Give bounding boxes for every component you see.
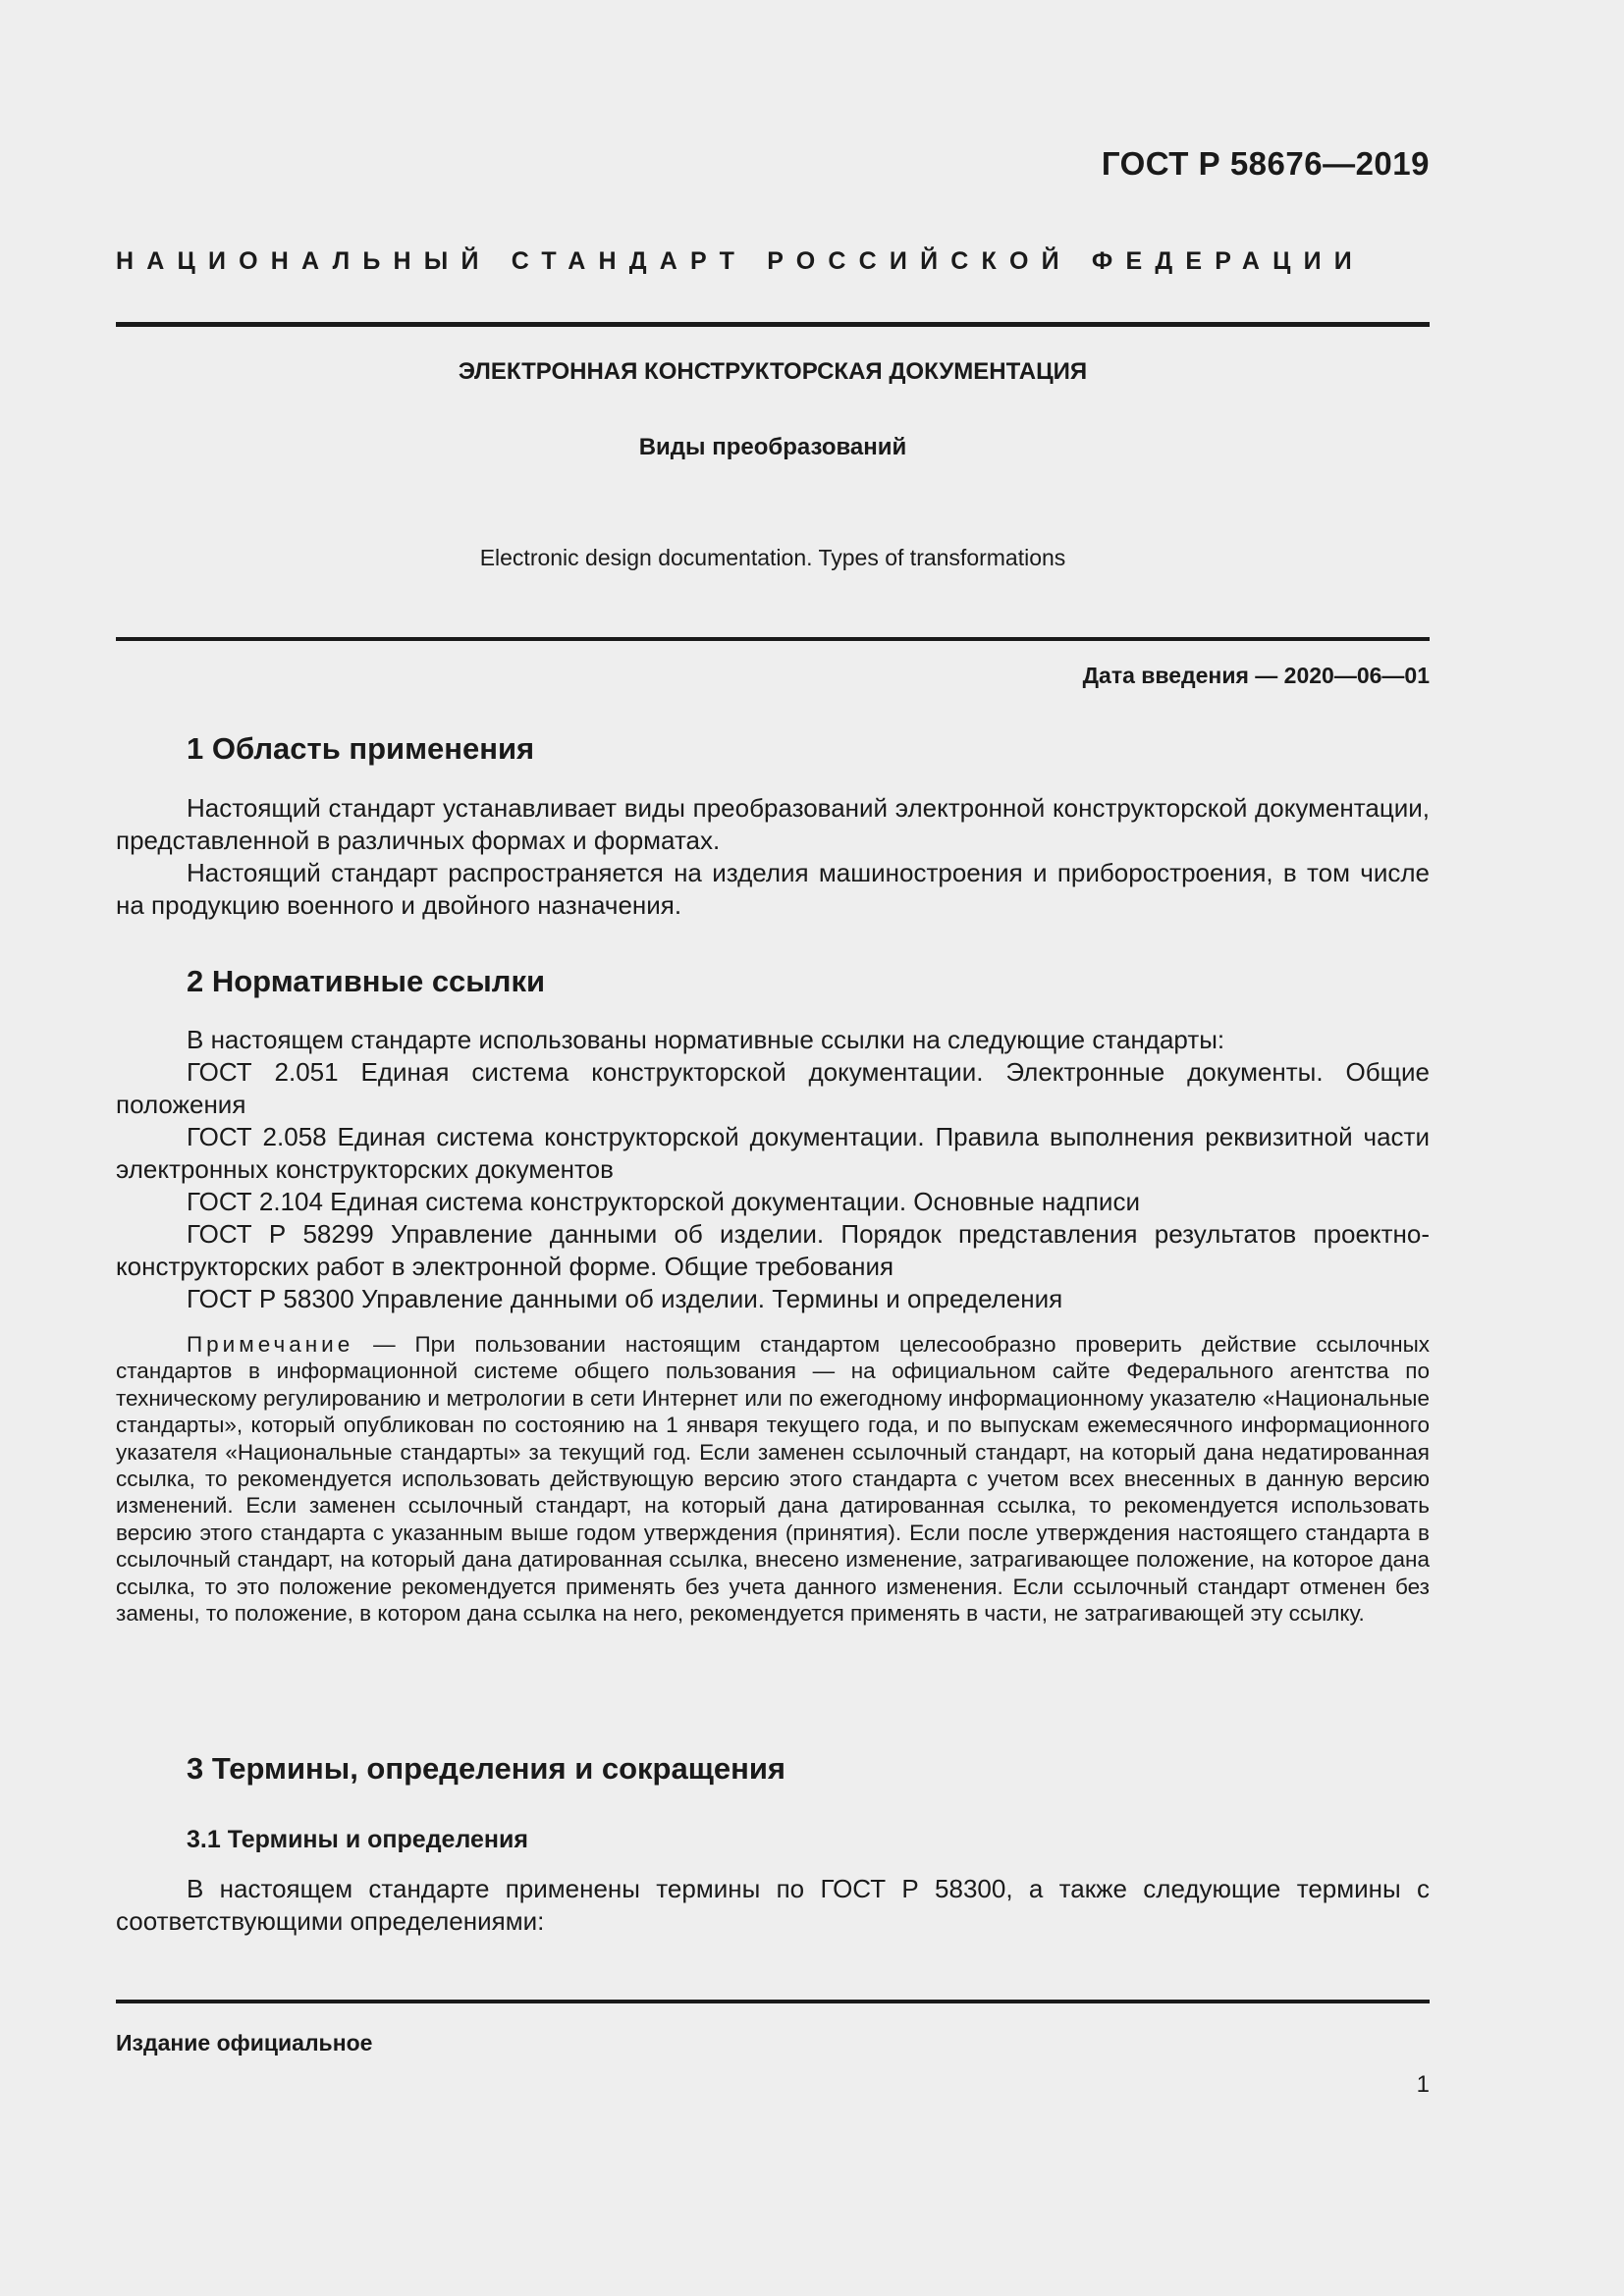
note-text: — При пользовании настоящим стандартом целесообразно проверить действие ссылочных стандартов в информационной системе общего пользования — на официальном сайте Федерального агентства по техническому регулированию и метрологии в сети Интернет или по ежегодному информационному указателю «Национальные стандарты», который опубликован по состоянию на 1 января текущего года, и по выпускам ежемесячного информационного указателя «Национальные стандарты» за текущий год. Если заменен ссылочный стандарт, на который дана недатированная ссылка, то рекомендуется использовать действующую версию этого стандарта с учетом всех внесенных в данную версию изменений. Если заменен ссылочный стандарт, на который дана датированная ссылка, то рекомендуется использовать версию этого стандарта с указанным выше годом утверждения (принятия). Если после утверждения настоящего стандарта в ссылочный стандарт, на который дана датированная ссылка, внесено изменение, затрагивающее положение, на которое дана ссылка, то это положение рекомендуется применять без учета данного изменения. Если ссылочный стандарт отменен без замены, то положение, в котором дана ссылка на него, рекомендуется применять в части, не затрагивающей эту ссылку. [116, 1332, 1430, 1627]
reference-item: ГОСТ Р 58300 Управление данными об изделии. Термины и определения [187, 1284, 1063, 1313]
section-2-intro: В настоящем стандарте использованы нормативные ссылки на следующие стандарты: [187, 1025, 1225, 1054]
reference-item: ГОСТ Р 58299 Управление данными об изделии. Порядок представления результатов проектно-конструкторских работ в электронной форме. Общие требования [116, 1219, 1430, 1281]
document-code: ГОСТ Р 58676—2019 [1101, 145, 1430, 182]
section-1-paragraph-2: Настоящий стандарт распространяется на изделия машиностроения и приборостроения, в том числе на продукцию военного и двойного назначения. [116, 858, 1430, 920]
top-divider [116, 322, 1430, 327]
reference-item: ГОСТ 2.104 Единая система конструкторской документации. Основные надписи [187, 1187, 1140, 1216]
section-1-heading: 1 Область применения [187, 731, 535, 766]
national-standard-banner: НАЦИОНАЛЬНЫЙ СТАНДАРТ РОССИЙСКОЙ ФЕДЕРАЦИИ [116, 247, 1365, 275]
middle-divider [116, 637, 1430, 641]
section-3-1-heading: 3.1 Термины и определения [187, 1826, 528, 1853]
section-3-heading: 3 Термины, определения и сокращения [187, 1751, 785, 1786]
section-2-heading: 2 Нормативные ссылки [187, 964, 546, 998]
official-edition-label: Издание официальное [116, 2030, 373, 2056]
section-1-paragraph-1: Настоящий стандарт устанавливает виды преобразований электронной конструкторской документации, представленной в различных формах и форматах. [116, 793, 1430, 855]
page-number: 1 [1416, 2071, 1430, 2098]
document-title-ru: ЭЛЕКТРОННАЯ КОНСТРУКТОРСКАЯ ДОКУМЕНТАЦИЯ [458, 358, 1088, 385]
section-3-1-paragraph: В настоящем стандарте применены термины по ГОСТ Р 58300, а также следующие термины с соответствующими определениями: [116, 1874, 1430, 1936]
reference-item: ГОСТ 2.051 Единая система конструкторской документации. Электронные документы. Общие положения [116, 1057, 1430, 1119]
document-subtitle-ru: Виды преобразований [638, 434, 907, 460]
introduction-date: Дата введения — 2020—06—01 [1082, 663, 1430, 688]
note-label: Примечание [187, 1332, 354, 1357]
note-block [116, 1331, 1430, 1627]
reference-item: ГОСТ 2.058 Единая система конструкторской документации. Правила выполнения реквизитной части электронных конструкторских документов [116, 1122, 1430, 1184]
bottom-divider [116, 2000, 1430, 2003]
document-title-en: Electronic design documentation. Types of transformations [479, 545, 1066, 570]
